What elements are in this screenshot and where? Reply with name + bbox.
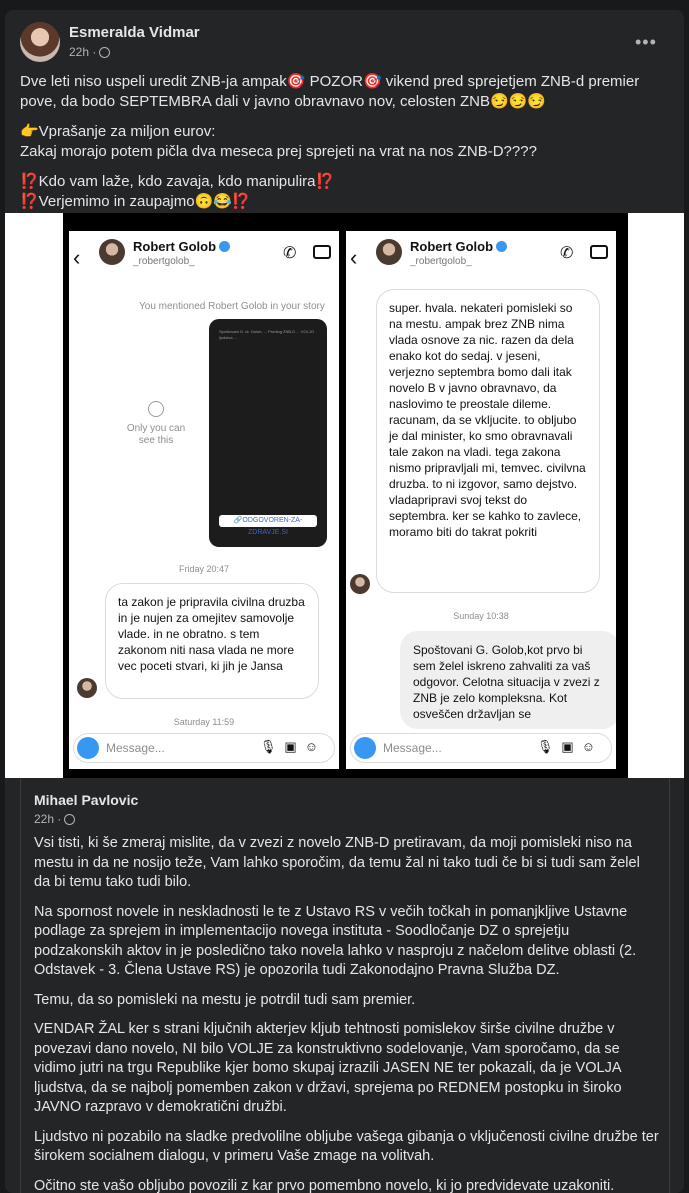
- comment-paragraph: VENDAR ŽAL ker s strani ključnih akterjev kljub tehtnosti pomislekov širše civilne družbe v povezavi dano novelo, NI bilo VOLJE za konstruktivno sodelovanje, Vam sporočamo, da se vidimo jutri na trgu Republike kjer bomo skupaj izrazili JASEN NE ter pokazali, da je VOLJA ljudstva, da se najbolj pomemben zakon v državi, sprejema po REDNEM postopku in široko JAVNO razpravo v demokratični družbi.: [34, 1021, 622, 1115]
- post-paragraph: Dve leti niso uspeli uredit ZNB-ja ampak🎯 POZOR🎯 vikend pred sprejetjem ZNB-d premier pove, da bodo SEPTEMBRA dali v javno obravnavo nov, celosten ZNB😏😏😏: [20, 73, 640, 110]
- comment-text: [34, 834, 659, 1193]
- more-options-button[interactable]: •••: [635, 32, 657, 52]
- dm-screenshot-right: [346, 231, 616, 769]
- phone-icon: ✆: [283, 245, 297, 262]
- timestamp: Saturday 11:59: [173, 717, 235, 727]
- dm-header: [346, 231, 616, 279]
- contact-handle: _robertgolob_: [410, 256, 472, 267]
- mic-icon: 🎙: [259, 739, 285, 754]
- received-message: super. hvala. nekateri pomisleki so na mestu. ampak brez ZNB nima vlada osnove za nic. razen da dela enako kot do sedaj. v jeseni, verjezno septembra bomo dali itak novelo B v javno obravnavo, da naslovimo te preostale dileme. racunam, da se vkljucite. to obljubo je dal minister, ko smo obravnavali tale zakon na vladi. tega zakona nismo pripravljali mi, temvec. civilvna druzba. to ni izgovor, samo dejstvo. vladapripravi svoj tekst do septembra. ker se kahko to zavlece, moramo biti do takrat pokriti: [376, 289, 600, 593]
- post-image[interactable]: [5, 213, 684, 778]
- only-you-notice: [121, 401, 191, 447]
- screenshot-collage: [63, 213, 628, 778]
- verified-icon: [219, 241, 230, 252]
- composer-icons: [260, 739, 326, 755]
- dm-screenshot-left: [69, 231, 339, 769]
- contact-name: [410, 239, 507, 254]
- post-meta: [69, 45, 110, 59]
- camera-icon: [77, 737, 99, 759]
- back-arrow-icon: ‹: [350, 245, 358, 270]
- comment-author[interactable]: Mihael Pavlovic: [34, 792, 139, 808]
- timestamp: Sunday 10:38: [453, 611, 509, 621]
- contact-avatar: [376, 239, 402, 265]
- phone-icon: ✆: [560, 245, 574, 262]
- message-composer: [73, 733, 335, 763]
- dm-header: [69, 231, 339, 279]
- timestamp: Friday 20:47: [178, 564, 230, 574]
- comment-paragraph: Vsi tisti, ki še zmeraj mislite, da v zvezi z novelo ZNB-D pretiravam, da moji pomisleki niso na mestu in da ne nosijo teže, Vam lahko sporočim, da temu žal ni tako tudi če bi si tudi sam želel da bi temu tako tudi bilo.: [34, 835, 640, 890]
- globe-icon: [64, 814, 75, 825]
- post-text: [20, 72, 670, 222]
- mic-icon: 🎙: [536, 739, 562, 754]
- globe-icon: [99, 47, 110, 58]
- comment: [20, 778, 670, 1193]
- feed-post: [5, 10, 684, 1193]
- sticker-icon: ☺: [581, 739, 603, 754]
- message-composer: [350, 733, 612, 763]
- message-placeholder: Message...: [383, 741, 442, 755]
- comment-paragraph: Temu, da so pomisleki na mestu je potrdil tudi sam premier.: [34, 991, 416, 1008]
- only-you-text: Only you can see this: [126, 423, 186, 446]
- composer-icons: [537, 739, 603, 755]
- comment-paragraph: Na spornost novele in neskladnosti le te z Ustavo RS v večih točkah in pomanjkljive Ustavne podlage za sprejem in implementacijo novega instituta - Soodločanje DZ o sprejetju podzakonskih aktov in je posledično tako novela lahko v nasproju z načelom delitve oblasti (2. Odstavek - 3. Člena Ustave RS) je opozorila tudi Zakonodajno Pravna Služba DZ.: [34, 903, 637, 978]
- post-time[interactable]: 22h ·: [69, 45, 97, 59]
- comment-paragraph: Ljudstvo ni pozabilo na sladke predvolilne obljube vašega gibanja o vključenosti civilne družbe ter širokem socialnem dialogu, v primeru Vaše zmage na volitvah.: [34, 1128, 659, 1164]
- comment-paragraph: Očitno ste vašo obljubo povozili z kar prvo pomembno novelo, ki jo predvidevate uzakoniti.: [34, 1177, 615, 1193]
- contact-avatar: [99, 239, 125, 265]
- sender-avatar: [77, 678, 97, 698]
- clock-icon: [148, 401, 164, 417]
- contact-name-text: Robert Golob: [133, 239, 217, 254]
- story-preview: [209, 319, 327, 547]
- contact-name: [133, 239, 230, 254]
- mention-notice: You mentioned Robert Golob in your story: [139, 301, 325, 312]
- video-icon: [590, 245, 608, 259]
- sticker-icon: ☺: [304, 739, 326, 754]
- author-avatar[interactable]: [20, 22, 60, 62]
- back-arrow-icon: ‹: [73, 245, 81, 270]
- message-placeholder: Message...: [106, 741, 165, 755]
- contact-name-text: Robert Golob: [410, 239, 494, 254]
- verified-icon: [496, 241, 507, 252]
- comment-meta: [34, 812, 75, 826]
- gallery-icon: ▣: [561, 739, 582, 754]
- camera-icon: [354, 737, 376, 759]
- video-icon: [313, 245, 331, 259]
- author-name[interactable]: Esmeralda Vidmar: [69, 24, 200, 41]
- gallery-icon: ▣: [284, 739, 305, 754]
- received-message: ta zakon je pripravila civilna druzba in je nujen za omejitev samovolje vlade. in ne obratno. s tem zakonom niti nasa vlada ne more vec poceti stvari, ki jih je Jansa: [105, 583, 319, 699]
- post-paragraph: 👉Vprašanje za miljon eurov: Zakaj morajo potem pičla dva meseca prej sprejeti na vrat na nos ZNB-D????: [20, 123, 537, 160]
- sent-message: Spoštovani G. Golob,kot prvo bi sem želel iskreno zahvaliti za vaš odgovor. Celotna situacija v zvezi z ZNB je zelo kompleksna. Kot osveščen državljan se: [400, 631, 616, 729]
- sender-avatar: [350, 574, 370, 594]
- comment-time[interactable]: 22h ·: [34, 812, 62, 826]
- post-paragraph: ⁉️Kdo vam laže, kdo zavaja, kdo manipulira⁉️ ⁉️Verjemimo in zaupajmo🙃😂⁉️: [20, 173, 335, 210]
- contact-handle: _robertgolob_: [133, 256, 195, 267]
- story-link: 🔗ODGOVOREN-ZA-ZDRAVJE.SI: [219, 515, 317, 527]
- story-text: Spoštovani G. dr. Golob, ... Predlog ZNB-D ... VOLJO ljudstva ...: [219, 329, 314, 340]
- post-header: [5, 10, 684, 72]
